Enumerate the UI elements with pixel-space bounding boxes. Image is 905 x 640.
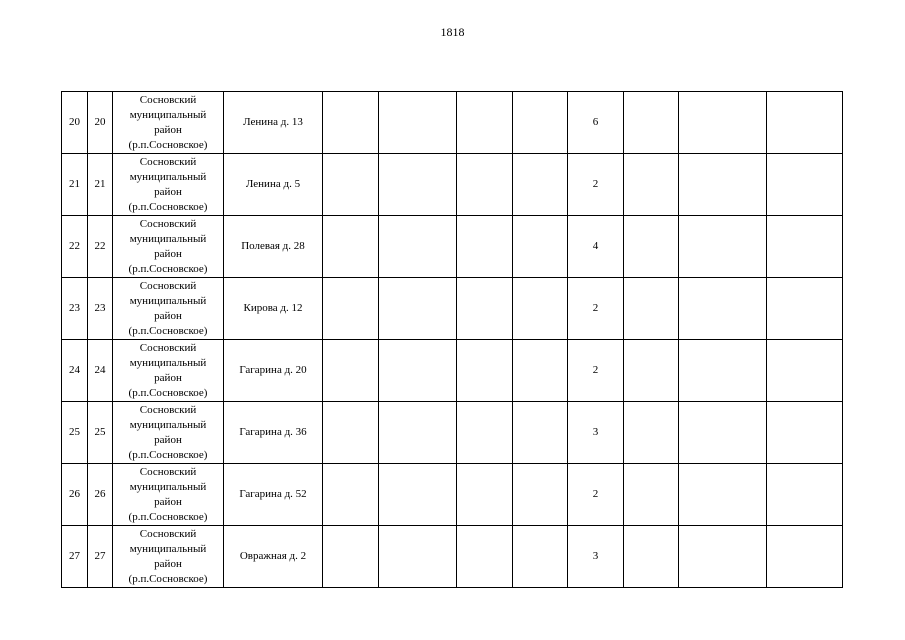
empty-cell [457,154,513,216]
row-number-cell: 20 [62,92,88,154]
table-row [62,340,843,402]
empty-cell [379,402,457,464]
empty-cell [323,92,379,154]
empty-cell [767,526,843,588]
value-cell: 2 [568,154,624,216]
value-cell: 3 [568,526,624,588]
empty-cell [624,526,679,588]
empty-cell [323,526,379,588]
empty-cell [767,464,843,526]
row-index-cell: 24 [88,340,113,402]
address-cell: Гагарина д. 36 [224,402,323,464]
empty-cell [679,92,767,154]
table-row [62,278,843,340]
row-number-cell: 23 [62,278,88,340]
address-cell: Ленина д. 5 [224,154,323,216]
empty-cell [513,526,568,588]
table-row [62,154,843,216]
empty-cell [513,464,568,526]
empty-cell [679,402,767,464]
empty-cell [379,340,457,402]
address-cell: Кирова д. 12 [224,278,323,340]
empty-cell [767,216,843,278]
empty-cell [379,464,457,526]
empty-cell [323,278,379,340]
district-cell: Сосновский муниципальный район (р.п.Сосновское) [113,92,224,154]
empty-cell [457,402,513,464]
value-cell: 3 [568,402,624,464]
address-cell: Овражная д. 2 [224,526,323,588]
empty-cell [457,278,513,340]
empty-cell [513,154,568,216]
empty-cell [379,92,457,154]
address-cell: Гагарина д. 52 [224,464,323,526]
empty-cell [767,402,843,464]
table-row [62,464,843,526]
empty-cell [379,216,457,278]
empty-cell [457,92,513,154]
table-row [62,216,843,278]
district-cell: Сосновский муниципальный район (р.п.Сосновское) [113,154,224,216]
empty-cell [767,278,843,340]
district-cell: Сосновский муниципальный район (р.п.Сосновское) [113,278,224,340]
value-cell: 6 [568,92,624,154]
empty-cell [513,402,568,464]
row-index-cell: 20 [88,92,113,154]
empty-cell [679,278,767,340]
row-index-cell: 27 [88,526,113,588]
empty-cell [624,340,679,402]
empty-cell [323,216,379,278]
row-number-cell: 25 [62,402,88,464]
table-row [62,92,843,154]
row-index-cell: 25 [88,402,113,464]
empty-cell [767,92,843,154]
district-cell: Сосновский муниципальный район (р.п.Сосновское) [113,526,224,588]
row-index-cell: 26 [88,464,113,526]
value-cell: 2 [568,464,624,526]
registry-table [61,91,843,588]
empty-cell [379,154,457,216]
empty-cell [323,464,379,526]
district-cell: Сосновский муниципальный район (р.п.Сосновское) [113,464,224,526]
empty-cell [457,526,513,588]
row-index-cell: 22 [88,216,113,278]
row-number-cell: 21 [62,154,88,216]
empty-cell [323,340,379,402]
value-cell: 2 [568,278,624,340]
empty-cell [457,464,513,526]
empty-cell [457,340,513,402]
row-number-cell: 22 [62,216,88,278]
empty-cell [323,154,379,216]
empty-cell [679,464,767,526]
table-row [62,526,843,588]
district-cell: Сосновский муниципальный район (р.п.Сосновское) [113,340,224,402]
empty-cell [767,154,843,216]
empty-cell [624,216,679,278]
empty-cell [323,402,379,464]
value-cell: 4 [568,216,624,278]
address-cell: Полевая д. 28 [224,216,323,278]
district-cell: Сосновский муниципальный район (р.п.Сосновское) [113,216,224,278]
value-cell: 2 [568,340,624,402]
row-number-cell: 26 [62,464,88,526]
address-cell: Гагарина д. 20 [224,340,323,402]
row-index-cell: 23 [88,278,113,340]
empty-cell [457,216,513,278]
empty-cell [513,92,568,154]
table-row [62,402,843,464]
empty-cell [679,154,767,216]
empty-cell [679,340,767,402]
empty-cell [513,216,568,278]
empty-cell [513,278,568,340]
address-cell: Ленина д. 13 [224,92,323,154]
empty-cell [379,526,457,588]
empty-cell [624,154,679,216]
empty-cell [624,278,679,340]
row-number-cell: 27 [62,526,88,588]
empty-cell [513,340,568,402]
empty-cell [679,526,767,588]
district-cell: Сосновский муниципальный район (р.п.Сосновское) [113,402,224,464]
page-number: 1818 [440,25,465,39]
table-body [62,92,843,588]
row-number-cell: 24 [62,340,88,402]
row-index-cell: 21 [88,154,113,216]
empty-cell [767,340,843,402]
empty-cell [624,402,679,464]
empty-cell [679,216,767,278]
empty-cell [624,464,679,526]
empty-cell [379,278,457,340]
empty-cell [624,92,679,154]
